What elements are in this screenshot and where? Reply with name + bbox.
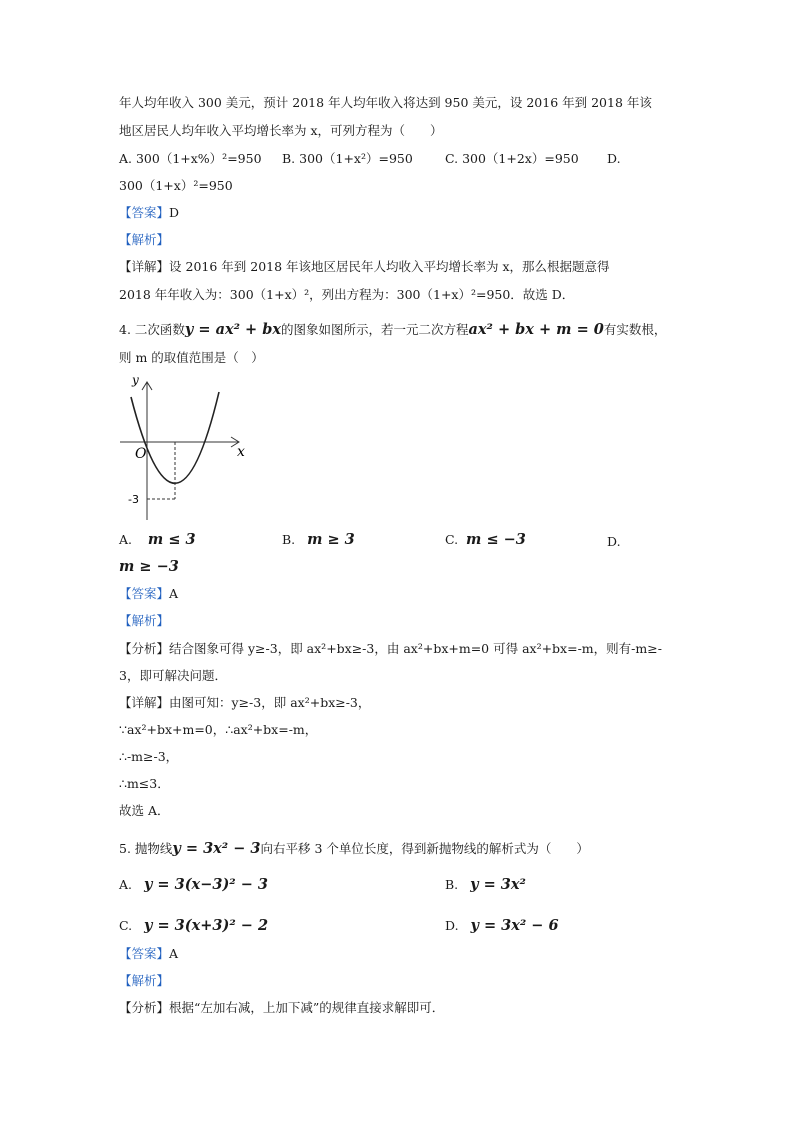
q5-fenxi: 【分析】根据“左加右减，上加下减”的规律直接求解即可． <box>119 1000 445 1015</box>
q3-option-d-expression: 300（1+x）²=950 <box>119 178 233 193</box>
fenxi-tag: 【分析】 <box>119 641 170 656</box>
q4-fenxi-line2: 3，即可解决问题． <box>119 668 227 683</box>
q5-analysis-tag: 【解析】 <box>119 973 170 988</box>
q5-stem: 5. 抛物线y = 3x² − 3向右平移 3 个单位长度，得到新抛物线的解析式为（ ） <box>119 840 589 857</box>
q5-option-b: B. y = 3x² <box>445 876 526 893</box>
q4-option-c: C. m ≤ −3 <box>445 531 526 548</box>
q4-option-d-math: m ≥ −3 <box>119 558 179 575</box>
q5-function: y = 3x² − 3 <box>172 840 261 857</box>
q3-detail-line2: 2018 年年收入为：300（1+x）²，列出方程为：300（1+x）²=950．故选 D． <box>119 287 575 302</box>
q3-option-d: D. <box>607 151 621 166</box>
q4-option-a: A. m ≤ 3 <box>119 531 196 548</box>
q3-text-line1: 年人均年收入 300 美元，预计 2018 年人均年收入将达到 950 美元，设 2016 年到 2018 年该 <box>119 95 652 110</box>
q4-detail-line2: ∵ax²+bx+m=0，∴ax²+bx=-m， <box>119 722 318 737</box>
answer-tag: 【答案】 <box>119 205 170 220</box>
detail-tag: 【详解】 <box>119 259 170 274</box>
q4-option-d: D. <box>607 534 621 549</box>
q5-answer <box>119 945 178 963</box>
q4-function: y = ax² + bx <box>184 321 281 338</box>
q3-analysis-tag: 【解析】 <box>119 232 170 247</box>
origin-label: O <box>135 446 147 462</box>
x-axis-label: x <box>237 444 245 460</box>
q4-detail-line4: ∴m≤3． <box>119 776 170 791</box>
parabola-graph <box>115 372 255 522</box>
q4-detail-line5: 故选 A． <box>119 803 170 818</box>
q4-stem-line2: 则 m 的取值范围是（ ） <box>119 350 264 365</box>
answer-tag: 【答案】 <box>119 586 170 601</box>
answer-value: D <box>169 205 180 220</box>
answer-value: A <box>169 946 179 961</box>
answer-value: A <box>169 586 179 601</box>
q5-option-d: D. y = 3x² − 6 <box>445 917 559 934</box>
q4-stem-line1: 4. 二次函数y = ax² + bx的图象如图所示，若一元二次方程ax² + bx + m = 0有实数根， <box>119 321 667 338</box>
q3-detail-line1: 【详解】设 2016 年到 2018 年该地区居民年人均收入平均增长率为 x，那么根据题意得 <box>119 259 610 274</box>
y-axis-label: y <box>132 373 139 387</box>
q4-detail-line1: 【详解】由图可知：y≥-3，即 ax²+bx≥-3， <box>119 695 371 710</box>
q3-option-a: A. 300（1+x%）²=950 <box>119 151 262 166</box>
q4-equation: ax² + bx + m = 0 <box>468 321 604 338</box>
q3-option-b: B. 300（1+x²）=950 <box>282 151 413 166</box>
fenxi-tag: 【分析】 <box>119 1000 170 1015</box>
q4-option-b: B. m ≥ 3 <box>282 531 355 548</box>
q3-option-c: C. 300（1+2x）=950 <box>445 151 579 166</box>
q4-answer <box>119 585 178 603</box>
q3-answer <box>119 204 179 222</box>
q5-option-a: A. y = 3(x−3)² − 3 <box>119 876 268 893</box>
q4-detail-line3: ∴-m≥-3， <box>119 749 179 764</box>
q5-option-c: C. y = 3(x+3)² − 2 <box>119 917 269 934</box>
q4-fenxi-line1: 【分析】结合图象可得 y≥-3，即 ax²+bx≥-3，由 ax²+bx+m=0 可得 ax²+bx=-m，则有-m≥- <box>119 641 662 656</box>
q3-text-line2: 地区居民人均年收入平均增长率为 x，可列方程为（ ） <box>119 123 443 138</box>
min-value-label: -3 <box>128 493 139 506</box>
answer-tag: 【答案】 <box>119 946 170 961</box>
detail-tag: 【详解】 <box>119 695 170 710</box>
q4-analysis-tag: 【解析】 <box>119 613 170 628</box>
